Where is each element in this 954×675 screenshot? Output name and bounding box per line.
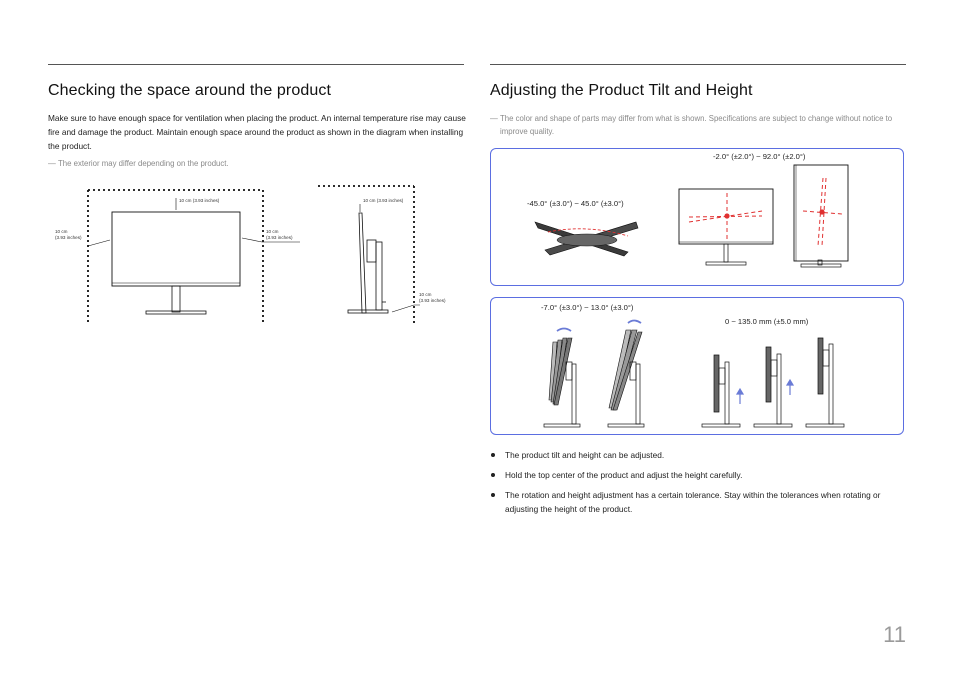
side-bottom-clearance-b: (3.93 inches) [419,298,446,303]
front-top-clearance: 10 cm (3.93 inches) [179,198,220,203]
right-section-title: Adjusting the Product Tilt and Height [490,82,753,99]
list-item [490,488,890,516]
left-note-text: The exterior may differ depending on the product. [58,159,229,168]
tilt-range-label: -7.0° (±3.0°) ~ 13.0° (±3.0°) [541,303,634,312]
right-note-text: The color and shape of parts may differ from what is shown. Specifications are subject to change without notice to improve quality. [500,114,893,136]
side-bottom-clearance-a: 10 cm [419,292,432,297]
bullet-text: The rotation and height adjustment has a certain tolerance. Stay within the tolerances when rotating or adjusting the height of the product. [505,490,881,514]
bullet-text: The product tilt and height can be adjusted. [505,450,665,460]
page-number: 11 [883,622,906,647]
left-section-title: Checking the space around the product [48,82,331,99]
list-item [490,468,890,482]
front-left-clearance-a: 10 cm [55,229,68,234]
height-range-label: 0 ~ 135.0 mm (±5.0 mm) [725,317,809,326]
front-right-clearance-a: 10 cm [266,229,279,234]
swivel-range-label: -45.0° (±3.0°) ~ 45.0° (±3.0°) [527,199,624,208]
front-left-clearance-b: (3.93 inches) [55,235,82,240]
front-right-clearance-b: (3.93 inches) [266,235,293,240]
list-item [490,448,890,462]
right-note: — The color and shape of parts may differ from what is shown. Specifications are subject to change without notice to improve quality. [490,114,893,136]
pivot-range-label: -2.0° (±2.0°) ~ 92.0° (±2.0°) [713,152,806,161]
side-top-clearance: 10 cm (3.93 inches) [363,198,404,203]
tilt-height-bullet-list [490,448,890,522]
bullet-text: Hold the top center of the product and adjust the height carefully. [505,470,743,480]
left-note: — The exterior may differ depending on the product. [48,159,229,168]
left-body-text: Make sure to have enough space for ventilation when placing the product. An internal temperature rise may cause fire and damage the product. Maintain enough space around the product as shown in the diagram when installing the product. [48,113,466,152]
